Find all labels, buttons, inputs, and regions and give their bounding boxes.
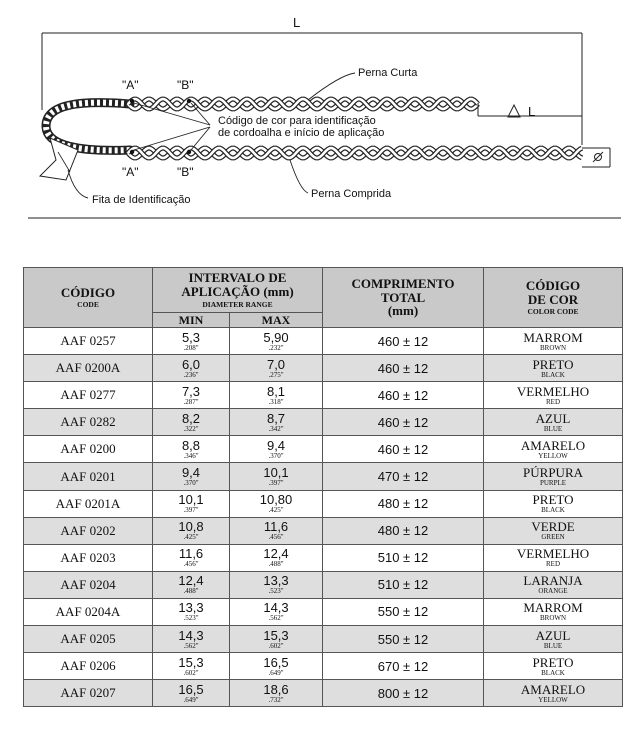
spec-table bbox=[23, 267, 623, 707]
max-cell bbox=[230, 382, 323, 409]
min-in: .346" bbox=[183, 451, 199, 460]
min-cell bbox=[153, 436, 230, 463]
min-cell bbox=[153, 571, 230, 598]
length-cell: 460 ± 12 bbox=[323, 382, 484, 409]
min-cell bbox=[153, 490, 230, 517]
code-cell: AAF 0282 bbox=[24, 409, 153, 436]
code-cell: AAF 0201A bbox=[24, 490, 153, 517]
long-leg bbox=[128, 148, 582, 158]
table-row bbox=[24, 517, 623, 544]
max-mm: 16,5 bbox=[263, 654, 289, 670]
length-cell: 550 ± 12 bbox=[323, 626, 484, 653]
max-in: .523" bbox=[268, 587, 284, 596]
max-in: .425" bbox=[268, 506, 284, 515]
min-in: .208" bbox=[183, 343, 199, 352]
table-row bbox=[24, 680, 623, 707]
max-in: .562" bbox=[268, 614, 284, 623]
min-mm: 16,5 bbox=[178, 681, 204, 697]
label-a-bottom: "A" bbox=[122, 165, 139, 179]
color-pt: VERMELHO bbox=[516, 383, 590, 399]
table-row bbox=[24, 653, 623, 680]
min-mm: 15,3 bbox=[178, 654, 204, 670]
color-pt: VERMELHO bbox=[516, 546, 590, 562]
min-mm: 12,4 bbox=[178, 573, 204, 589]
length-cell: 460 ± 12 bbox=[323, 328, 484, 355]
min-cell bbox=[153, 680, 230, 707]
max-mm: 7,0 bbox=[266, 356, 286, 372]
color-en: BLUE bbox=[543, 424, 563, 433]
min-cell bbox=[153, 409, 230, 436]
min-cell bbox=[153, 544, 230, 571]
color-cell bbox=[484, 490, 623, 517]
length-cell: 470 ± 12 bbox=[323, 463, 484, 490]
max-cell bbox=[230, 355, 323, 382]
code-cell: AAF 0277 bbox=[24, 382, 153, 409]
color-en: PURPLE bbox=[539, 479, 567, 488]
color-pt: AMARELO bbox=[520, 681, 586, 697]
color-cell bbox=[484, 598, 623, 625]
color-code-label-2: de cordoalha e início de aplicação bbox=[218, 127, 385, 139]
color-cell bbox=[484, 328, 623, 355]
max-cell bbox=[230, 463, 323, 490]
header-code: CÓDIGO CODE bbox=[24, 268, 153, 328]
min-cell bbox=[153, 598, 230, 625]
color-en: YELLOW bbox=[538, 451, 568, 460]
color-en: GREEN bbox=[541, 533, 565, 542]
length-cell: 480 ± 12 bbox=[323, 490, 484, 517]
max-in: .275" bbox=[268, 370, 284, 379]
color-cell bbox=[484, 517, 623, 544]
min-in: .602" bbox=[183, 668, 199, 677]
max-in: .488" bbox=[268, 560, 284, 569]
max-mm: 8,1 bbox=[266, 383, 286, 399]
color-cell bbox=[484, 463, 623, 490]
table-row bbox=[24, 571, 623, 598]
min-cell bbox=[153, 463, 230, 490]
delta-triangle-icon bbox=[508, 105, 520, 117]
header-max: MAX bbox=[230, 313, 323, 328]
label-a-top: "A" bbox=[122, 78, 139, 92]
color-en: BROWN bbox=[539, 614, 567, 623]
max-mm: 9,4 bbox=[266, 437, 286, 453]
color-cell bbox=[484, 653, 623, 680]
max-in: .342" bbox=[268, 424, 284, 433]
min-in: .322" bbox=[183, 424, 199, 433]
color-cell bbox=[484, 571, 623, 598]
max-in: .732" bbox=[268, 695, 284, 704]
max-mm: 8,7 bbox=[266, 410, 286, 426]
max-mm: 12,4 bbox=[263, 546, 289, 562]
label-b-bottom: "B" bbox=[177, 165, 194, 179]
length-cell: 800 ± 12 bbox=[323, 680, 484, 707]
min-in: .523" bbox=[183, 614, 199, 623]
max-mm: 14,3 bbox=[263, 600, 289, 616]
min-mm: 7,3 bbox=[181, 383, 201, 399]
max-mm: 18,6 bbox=[263, 681, 289, 697]
header-color: CÓDIGO DE COR COLOR CODE bbox=[484, 268, 623, 328]
max-in: .397" bbox=[268, 479, 284, 488]
min-cell bbox=[153, 626, 230, 653]
table-row bbox=[24, 598, 623, 625]
min-in: .397" bbox=[183, 506, 199, 515]
code-cell: AAF 0205 bbox=[24, 626, 153, 653]
long-leg-label: Perna Comprida bbox=[311, 188, 392, 200]
code-cell: AAF 0204A bbox=[24, 598, 153, 625]
table-row bbox=[24, 328, 623, 355]
max-mm: 15,3 bbox=[263, 627, 289, 643]
color-en: BLACK bbox=[541, 370, 565, 379]
color-pt: PÚRPURA bbox=[523, 465, 583, 481]
min-cell bbox=[153, 328, 230, 355]
max-cell bbox=[230, 409, 323, 436]
code-cell: AAF 0203 bbox=[24, 544, 153, 571]
color-en: ORANGE bbox=[538, 587, 568, 596]
color-en: RED bbox=[546, 397, 561, 406]
max-in: .370" bbox=[268, 451, 284, 460]
max-cell bbox=[230, 328, 323, 355]
table-row bbox=[24, 355, 623, 382]
table-row bbox=[24, 463, 623, 490]
color-en: BLACK bbox=[541, 506, 565, 515]
table-body bbox=[24, 328, 623, 707]
short-leg-label: Perna Curta bbox=[358, 67, 418, 79]
min-in: .287" bbox=[183, 397, 199, 406]
max-in: .602" bbox=[268, 641, 284, 650]
min-in: .370" bbox=[183, 479, 199, 488]
max-mm: 11,6 bbox=[263, 519, 289, 535]
color-pt: PRETO bbox=[532, 654, 574, 670]
max-in: .649" bbox=[268, 668, 284, 677]
table-row bbox=[24, 409, 623, 436]
code-cell: AAF 0200A bbox=[24, 355, 153, 382]
max-cell bbox=[230, 490, 323, 517]
max-cell bbox=[230, 571, 323, 598]
max-cell bbox=[230, 626, 323, 653]
length-cell: 550 ± 12 bbox=[323, 598, 484, 625]
color-cell bbox=[484, 436, 623, 463]
min-mm: 8,8 bbox=[181, 437, 201, 453]
max-mm: 13,3 bbox=[263, 573, 289, 589]
min-mm: 10,8 bbox=[178, 519, 204, 535]
min-in: .562" bbox=[183, 641, 199, 650]
header-length: COMPRIMENTO TOTAL (mm) bbox=[323, 268, 484, 328]
color-en: YELLOW bbox=[538, 695, 568, 704]
min-mm: 11,6 bbox=[178, 546, 204, 562]
label-b-top: "B" bbox=[177, 78, 194, 92]
max-in: .456" bbox=[268, 533, 284, 542]
color-en: BLUE bbox=[543, 641, 563, 650]
color-pt: AMARELO bbox=[520, 437, 586, 453]
min-mm: 9,4 bbox=[181, 465, 201, 481]
color-en: RED bbox=[546, 560, 561, 569]
table-row bbox=[24, 436, 623, 463]
code-cell: AAF 0202 bbox=[24, 517, 153, 544]
min-mm: 14,3 bbox=[178, 627, 204, 643]
max-mm: 5,90 bbox=[263, 329, 289, 345]
short-leg bbox=[128, 99, 478, 109]
length-cell: 670 ± 12 bbox=[323, 653, 484, 680]
code-cell: AAF 0206 bbox=[24, 653, 153, 680]
max-mm: 10,1 bbox=[263, 465, 289, 481]
color-code-label-1: Código de cor para identificação bbox=[218, 115, 376, 127]
min-cell bbox=[153, 355, 230, 382]
color-pt: AZUL bbox=[535, 627, 571, 643]
max-cell bbox=[230, 517, 323, 544]
max-cell bbox=[230, 436, 323, 463]
min-cell bbox=[153, 517, 230, 544]
length-cell: 460 ± 12 bbox=[323, 409, 484, 436]
length-cell: 510 ± 12 bbox=[323, 544, 484, 571]
min-in: .236" bbox=[183, 370, 199, 379]
max-mm: 10,80 bbox=[259, 492, 293, 508]
max-cell bbox=[230, 598, 323, 625]
min-in: .425" bbox=[183, 533, 199, 542]
max-cell bbox=[230, 653, 323, 680]
table-row bbox=[24, 490, 623, 517]
color-cell bbox=[484, 355, 623, 382]
length-label: L bbox=[293, 15, 301, 30]
header-range: INTERVALO DE APLICAÇÃO (mm) DIAMETER RANGE bbox=[153, 268, 323, 313]
min-cell bbox=[153, 382, 230, 409]
min-in: .456" bbox=[183, 560, 199, 569]
id-tape-label: Fita de Identificação bbox=[92, 194, 191, 206]
length-cell: 480 ± 12 bbox=[323, 517, 484, 544]
min-in: .649" bbox=[183, 695, 199, 704]
max-in: .318" bbox=[268, 397, 284, 406]
color-en: BROWN bbox=[539, 343, 567, 352]
min-in: .488" bbox=[183, 587, 199, 596]
code-cell: AAF 0204 bbox=[24, 571, 153, 598]
color-pt: AZUL bbox=[535, 410, 571, 426]
min-mm: 6,0 bbox=[181, 356, 201, 372]
code-cell: AAF 0201 bbox=[24, 463, 153, 490]
length-cell: 510 ± 12 bbox=[323, 571, 484, 598]
color-pt: LARANJA bbox=[523, 573, 583, 589]
color-cell bbox=[484, 409, 623, 436]
min-mm: 5,3 bbox=[181, 329, 201, 345]
color-pt: MARROM bbox=[523, 600, 583, 616]
header-min: MIN bbox=[153, 313, 230, 328]
max-cell bbox=[230, 544, 323, 571]
color-pt: PRETO bbox=[532, 356, 574, 372]
length-cell: 460 ± 12 bbox=[323, 355, 484, 382]
color-cell bbox=[484, 382, 623, 409]
max-in: .232" bbox=[268, 343, 284, 352]
guy-grip-diagram bbox=[0, 0, 644, 225]
min-mm: 10,1 bbox=[178, 492, 204, 508]
table-row bbox=[24, 382, 623, 409]
code-cell: AAF 0257 bbox=[24, 328, 153, 355]
color-cell bbox=[484, 544, 623, 571]
code-cell: AAF 0200 bbox=[24, 436, 153, 463]
table-row bbox=[24, 544, 623, 571]
color-pt: VERDE bbox=[531, 519, 575, 535]
color-en: BLACK bbox=[541, 668, 565, 677]
length-cell: 460 ± 12 bbox=[323, 436, 484, 463]
min-mm: 13,3 bbox=[178, 600, 204, 616]
color-pt: PRETO bbox=[532, 492, 574, 508]
min-mm: 8,2 bbox=[181, 410, 201, 426]
delta-label: L bbox=[528, 104, 536, 119]
color-pt: MARROM bbox=[523, 329, 583, 345]
max-cell bbox=[230, 680, 323, 707]
min-cell bbox=[153, 653, 230, 680]
code-cell: AAF 0207 bbox=[24, 680, 153, 707]
color-cell bbox=[484, 626, 623, 653]
table-row bbox=[24, 626, 623, 653]
color-cell bbox=[484, 680, 623, 707]
